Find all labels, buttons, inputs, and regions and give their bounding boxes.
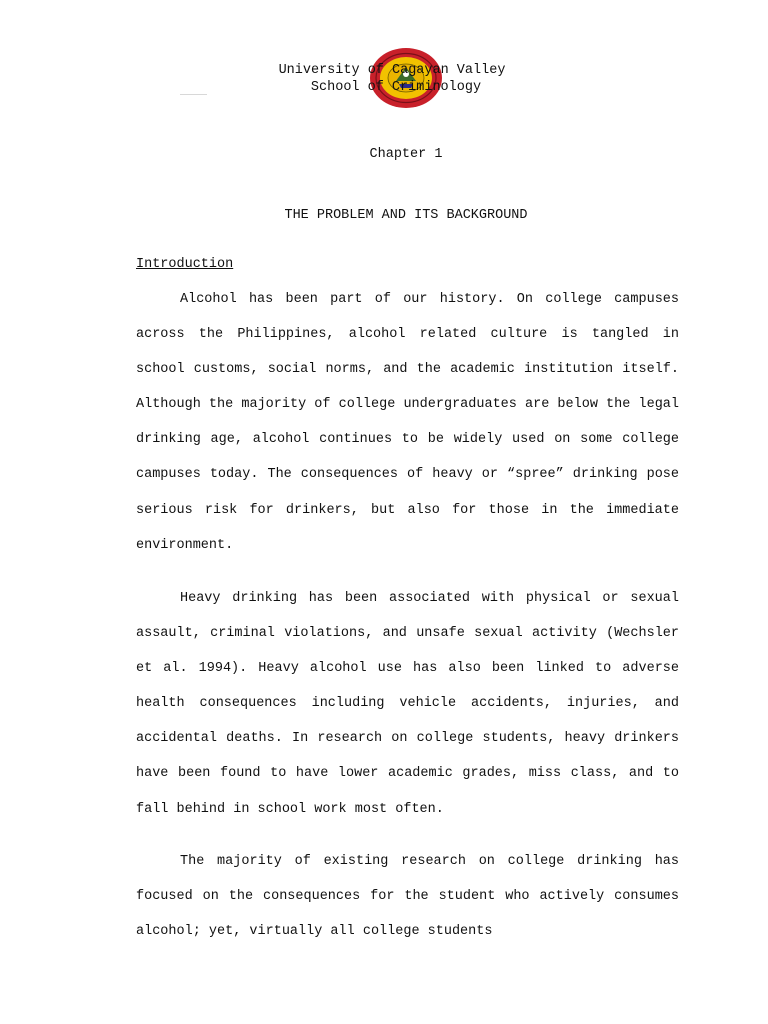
chapter-title: THE PROBLEM AND ITS BACKGROUND bbox=[284, 208, 528, 223]
school-name: School of Criminology bbox=[310, 80, 482, 95]
paragraph bbox=[136, 581, 679, 827]
paragraph-text: The majority of existing research on college drinking has focused on the consequences for the student who actively consumes alcohol; yet, virtually all college students bbox=[136, 854, 679, 940]
paragraph bbox=[136, 844, 679, 949]
paragraph-text: Heavy drinking has been associated with physical or sexual assault, criminal violations, and unsafe sexual activity (Wechsler et al. 1994). Heavy alcohol use has also been linked to adverse health consequences including vehicle accidents, injuries, and accidental deaths. In research on college students, heavy drinkers have been found to have lower academic grades, miss class, and to fall behind in school work most often. bbox=[136, 591, 679, 817]
section-heading: Introduction bbox=[136, 257, 234, 272]
paragraph bbox=[136, 282, 679, 563]
university-name: University of Cagayan Valley bbox=[278, 63, 506, 78]
chapter-label: Chapter 1 bbox=[369, 147, 443, 162]
paragraph-text: Alcohol has been part of our history. On college campuses across the Philippines, alcohol related culture is tangled in school customs, social norms, and the academic institution itself. Although the majority of college undergraduates are below the legal drinking age, alcohol continues to be widely used on some college campuses today. The consequences of heavy or “spree” drinking pose serious risk for drinkers, but also for those in the immediate environment. bbox=[136, 292, 679, 553]
